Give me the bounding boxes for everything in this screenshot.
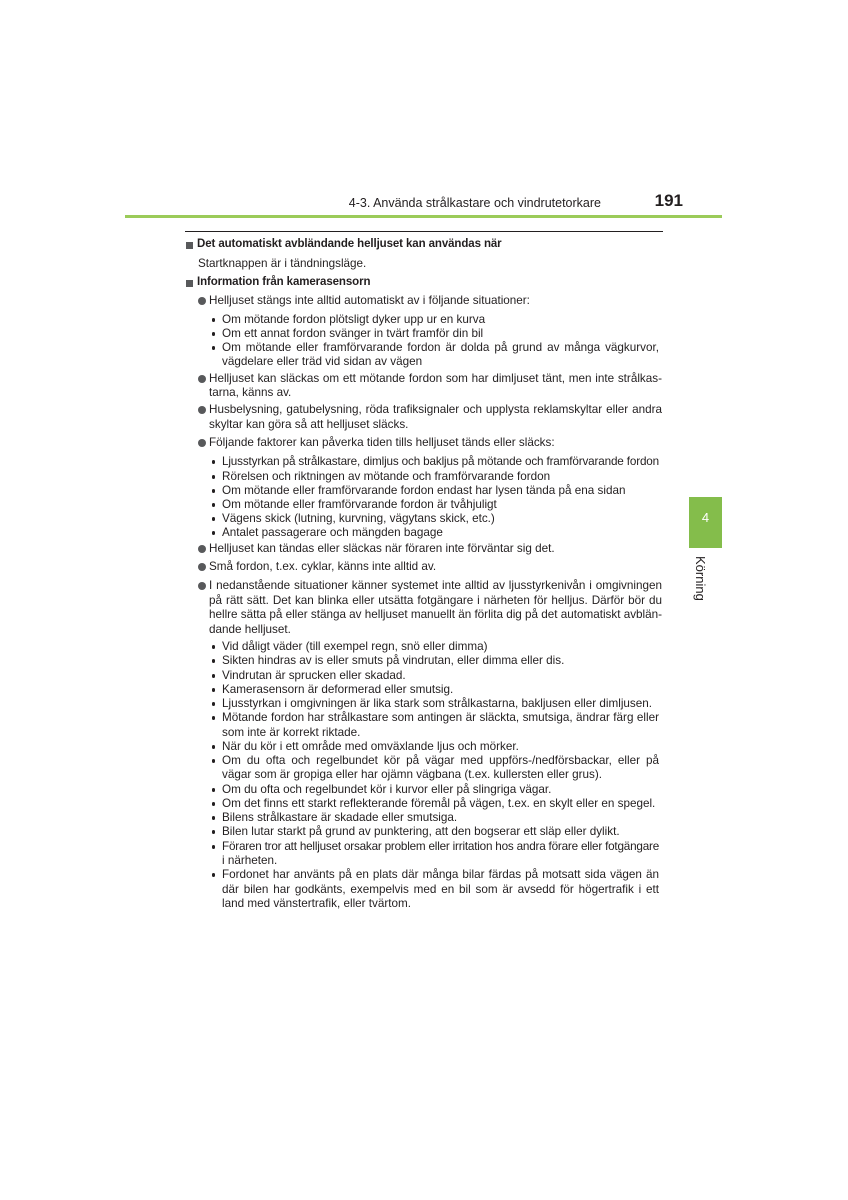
dot-bullet-icon bbox=[212, 745, 215, 748]
item-text-line: Helljuset kan tändas eller släckas när föraren inte förväntar sig det. bbox=[209, 542, 555, 555]
section-title: 4-3. Använda strålkastare och vindrutetorkare bbox=[348, 195, 601, 210]
sub-item-text-line: Fordonet har använts på en plats där många bilar färdas på motsatt sida vägen än bbox=[222, 868, 659, 881]
page-number: 191 bbox=[654, 191, 683, 210]
sub-item-text-line: vägdelare eller träd vid sidan av vägen bbox=[222, 355, 423, 368]
sub-item-text-line: Vägens skick (lutning, kurvning, vägytans skick, etc.) bbox=[222, 512, 495, 525]
item-text-line: dande helljuset. bbox=[209, 623, 291, 636]
sub-item-text-line: Bilens strålkastare är skadade eller smutsiga. bbox=[222, 811, 458, 824]
dot-bullet-icon bbox=[212, 346, 215, 349]
sub-item-text-line: Sikten hindras av is eller smuts på vindrutan, eller dimma eller dis. bbox=[222, 654, 565, 667]
sub-item-text-line: Mötande fordon har strålkastare som antingen är släckta, smutsiga, ändrar färg eller bbox=[222, 711, 659, 724]
sub-item-text-line: Om du ofta och regelbundet kör på vägar med uppförs-/nedförsbackar, eller på bbox=[222, 754, 659, 767]
dot-bullet-icon bbox=[212, 788, 215, 791]
sub-item-text-line: Om du ofta och regelbundet kör i kurvor eller på slingriga vägar. bbox=[222, 783, 552, 796]
dot-bullet-icon bbox=[212, 332, 215, 335]
content-top-rule bbox=[185, 231, 663, 232]
item-text-line: Helljuset kan släckas om ett mötande fordon som har dimljuset tänt, men inte strålkas- bbox=[209, 372, 662, 385]
sub-item-text-line: vägar som är gropiga eller har ojämn vägbana (t.ex. kullersten eller grus). bbox=[222, 768, 603, 781]
dot-bullet-icon bbox=[212, 830, 215, 833]
sub-item-text-line: där bilen har godkänts, exempelvis med en bil som är avsedd för högertrafik i ett bbox=[222, 883, 659, 896]
dot-bullet-icon bbox=[212, 517, 215, 520]
item-text-line: Husbelysning, gatubelysning, röda trafiksignaler och upplysta reklamskyltar eller andra bbox=[209, 403, 662, 416]
circle-bullet-icon bbox=[198, 582, 206, 590]
sub-item-text-line: Ljusstyrkan på strålkastare, dimljus och bakljus på mötande och framförvarande fordon bbox=[222, 455, 660, 468]
item-text-line: I nedanstående situationer känner systemet inte alltid av ljusstyrkenivån i omgivningen bbox=[209, 579, 662, 592]
sub-item-text-line: Föraren tror att helljuset orsakar problem eller irritation hos andra förare eller fotgängare bbox=[222, 840, 659, 853]
sub-item-text-line: Antalet passagerare och mängden bagage bbox=[222, 526, 443, 539]
circle-bullet-icon bbox=[198, 563, 206, 571]
section-heading: Information från kamerasensorn bbox=[197, 276, 371, 288]
dot-bullet-icon bbox=[212, 759, 215, 762]
dot-bullet-icon bbox=[212, 674, 215, 677]
dot-bullet-icon bbox=[212, 460, 215, 463]
chapter-number: 4 bbox=[701, 510, 710, 525]
item-text-line: tarna, känns av. bbox=[209, 386, 292, 399]
item-text-line: Följande faktorer kan påverka tiden tills helljuset tänds eller släcks: bbox=[209, 436, 555, 449]
sub-item-text-line: Bilen lutar starkt på grund av punktering, att den bogserar ett släp eller dylikt. bbox=[222, 825, 620, 838]
item-text-line: hellre sätta på eller stänga av helljuset manuellt än förlita dig på det automatiskt avblän- bbox=[209, 608, 662, 621]
section-heading: Det automatiskt avbländande helljuset kan användas när bbox=[197, 238, 502, 250]
section-body-text: Startknappen är i tändningsläge. bbox=[198, 257, 367, 270]
dot-bullet-icon bbox=[212, 645, 215, 648]
sub-item-text-line: Kamerasensorn är deformerad eller smutsig. bbox=[222, 683, 454, 696]
sub-item-text-line: Vindrutan är sprucken eller skadad. bbox=[222, 669, 406, 682]
item-text-line: Helljuset stängs inte alltid automatiskt av i följande situationer: bbox=[209, 294, 530, 307]
circle-bullet-icon bbox=[198, 406, 206, 414]
dot-bullet-icon bbox=[212, 659, 215, 662]
chapter-tab bbox=[689, 497, 722, 548]
sub-item-text-line: Om mötande eller framförvarande fordon är tvåhjuligt bbox=[222, 498, 497, 511]
sub-item-text-line: som inte är korrekt riktade. bbox=[222, 726, 361, 739]
sub-item-text-line: land med vänstertrafik, eller tvärtom. bbox=[222, 897, 412, 910]
sub-item-text-line: Rörelsen och riktningen av mötande och framförvarande fordon bbox=[222, 470, 551, 483]
sub-item-text-line: i närheten. bbox=[222, 854, 278, 867]
chapter-title: Körning bbox=[693, 556, 708, 601]
sub-item-text-line: Om mötande eller framförvarande fordon endast har lysen tända på ena sidan bbox=[222, 484, 626, 497]
item-text-line: Små fordon, t.ex. cyklar, känns inte alltid av. bbox=[209, 560, 437, 573]
sub-item-text-line: Om ett annat fordon svänger in tvärt framför din bil bbox=[222, 327, 484, 340]
sub-item-text-line: Vid dåligt väder (till exempel regn, snö eller dimma) bbox=[222, 640, 488, 653]
dot-bullet-icon bbox=[212, 489, 215, 492]
dot-bullet-icon bbox=[212, 716, 215, 719]
sub-item-text-line: Om det finns ett starkt reflekterande föremål på vägen, t.ex. en skylt eller en spegel. bbox=[222, 797, 656, 810]
circle-bullet-icon bbox=[198, 545, 206, 553]
square-bullet-icon bbox=[186, 242, 193, 249]
dot-bullet-icon bbox=[212, 816, 215, 819]
dot-bullet-icon bbox=[212, 802, 215, 805]
square-bullet-icon bbox=[186, 280, 193, 287]
circle-bullet-icon bbox=[198, 297, 206, 305]
circle-bullet-icon bbox=[198, 439, 206, 447]
dot-bullet-icon bbox=[212, 531, 215, 534]
dot-bullet-icon bbox=[212, 845, 215, 848]
sub-item-text-line: När du kör i ett område med omväxlande ljus och mörker. bbox=[222, 740, 519, 753]
circle-bullet-icon bbox=[198, 375, 206, 383]
dot-bullet-icon bbox=[212, 475, 215, 478]
dot-bullet-icon bbox=[212, 702, 215, 705]
dot-bullet-icon bbox=[212, 503, 215, 506]
dot-bullet-icon bbox=[212, 688, 215, 691]
item-text-line: skyltar kan göra så att helljuset släcks. bbox=[209, 418, 409, 431]
sub-item-text-line: Om mötande eller framförvarande fordon är dolda på grund av många vägkurvor, bbox=[222, 341, 659, 354]
header-accent-rule bbox=[125, 215, 722, 218]
dot-bullet-icon bbox=[212, 318, 215, 321]
item-text-line: på rätt sätt. Det kan blinka eller utsätta fotgängare i närheten för helljus. Därför bör du bbox=[209, 594, 662, 607]
sub-item-text-line: Om mötande fordon plötsligt dyker upp ur en kurva bbox=[222, 313, 486, 326]
dot-bullet-icon bbox=[212, 873, 215, 876]
sub-item-text-line: Ljusstyrkan i omgivningen är lika stark som strålkastarna, bakljusen eller dimljusen. bbox=[222, 697, 653, 710]
